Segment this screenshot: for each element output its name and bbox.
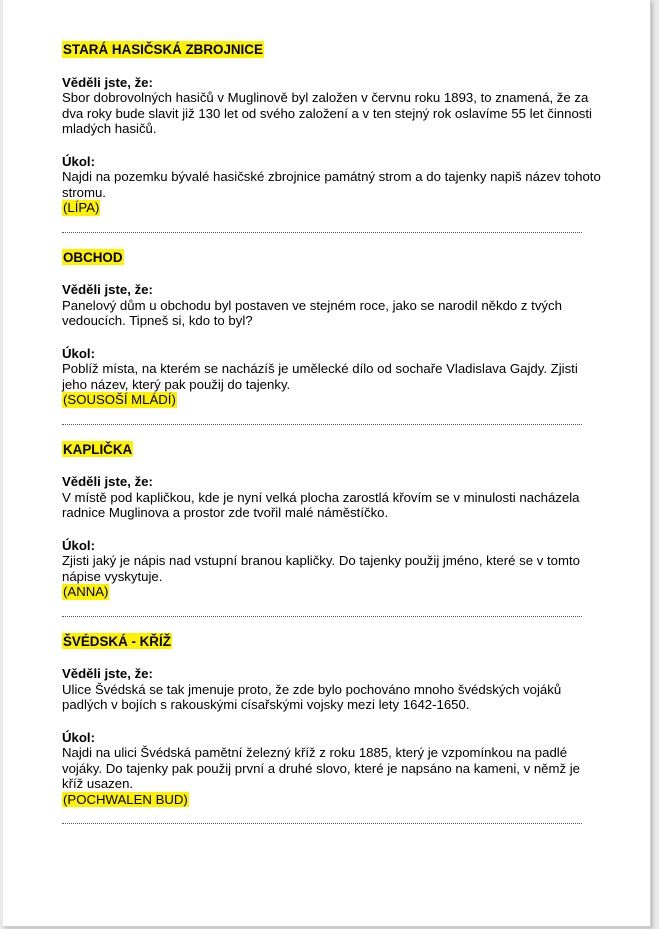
answer-highlight: (LÍPA) — [63, 200, 100, 215]
fact-label: Věděli jste, že: — [62, 474, 153, 489]
task-text: Zjisti jaký je nápis nad vstupní branou kapličky. Do tajenky použij jméno, které se v tomto nápise vyskytuje. — [62, 553, 580, 584]
section-svedska-kriz — [62, 633, 602, 825]
task-label: Úkol: — [62, 153, 95, 169]
fact-text: Ulice Švédská se tak jmenuje proto, že zde bylo pochováno mnoho švédských vojáků padlých v bojích s rakouskými císařskými vojsky mezi lety 1642-1650. — [62, 681, 562, 712]
fact-text: Panelový dům u obchodu byl postaven ve stejném roce, jako se narodil někdo z tvých vedoucích. Tipneš si, kdo to byl? — [62, 297, 562, 328]
task-text: Najdi na ulici Švédská pamětní železný kříž z roku 1885, který je vzpomínkou na padlé vojáky. Do tajenky pak použij první a druhé slovo, které je napsáno na kameni, v němž je kříž usazen. — [62, 745, 581, 791]
section-kaplicka — [62, 441, 602, 617]
task-label: Úkol: — [62, 345, 95, 361]
document-content — [62, 41, 602, 840]
fact-text: Sbor dobrovolných hasičů v Muglinově byl založen v červnu roku 1893, to znamená, že za dva roky bude slavit již 130 let od svého založení a v ten stejný rok oslavíme 55 let činnosti mladých hasičů. — [62, 90, 592, 136]
task-text: Najdi na pozemku bývalé hasičské zbrojnice památný strom a do tajenky napiš název tohoto stromu. — [62, 169, 601, 200]
task-text: Poblíž místa, na kterém se nacházíš je umělecké dílo od sochaře Vladislava Gajdy. Zjisti jeho název, který pak použij do tajenky. — [62, 361, 578, 392]
section-title: KAPLIČKA — [63, 441, 133, 457]
task-label: Úkol: — [62, 537, 95, 553]
section-stara-hasicska-zbrojnice — [62, 41, 602, 233]
dotted-divider — [62, 616, 582, 617]
fact-label: Věděli jste, že: — [62, 666, 153, 681]
task-label: Úkol: — [62, 729, 95, 745]
document-page — [3, 0, 651, 927]
fact-label: Věděli jste, že: — [62, 74, 153, 90]
section-title: STARÁ HASIČSKÁ ZBROJNICE — [63, 42, 263, 57]
fact-label: Věděli jste, že: — [62, 282, 153, 297]
dotted-divider — [62, 232, 582, 233]
fact-text: V místě pod kapličkou, kde je nyní velká plocha zarostlá křovím se v minulosti nacházela radnice Muglinova a prostor zde tvořil malé náměstíčko. — [62, 489, 580, 520]
section-title: ŠVÉDSKÁ - KŘÍŽ — [63, 633, 171, 649]
section-obchod — [62, 249, 602, 425]
dotted-divider — [62, 424, 582, 425]
answer-highlight: (ANNA) — [63, 584, 109, 599]
answer-highlight: (POCHWALEN BUD) — [63, 791, 188, 807]
dotted-divider — [62, 823, 582, 824]
section-title: OBCHOD — [63, 249, 123, 265]
answer-highlight: (SOUSOŠÍ MLÁDÍ) — [63, 392, 176, 407]
